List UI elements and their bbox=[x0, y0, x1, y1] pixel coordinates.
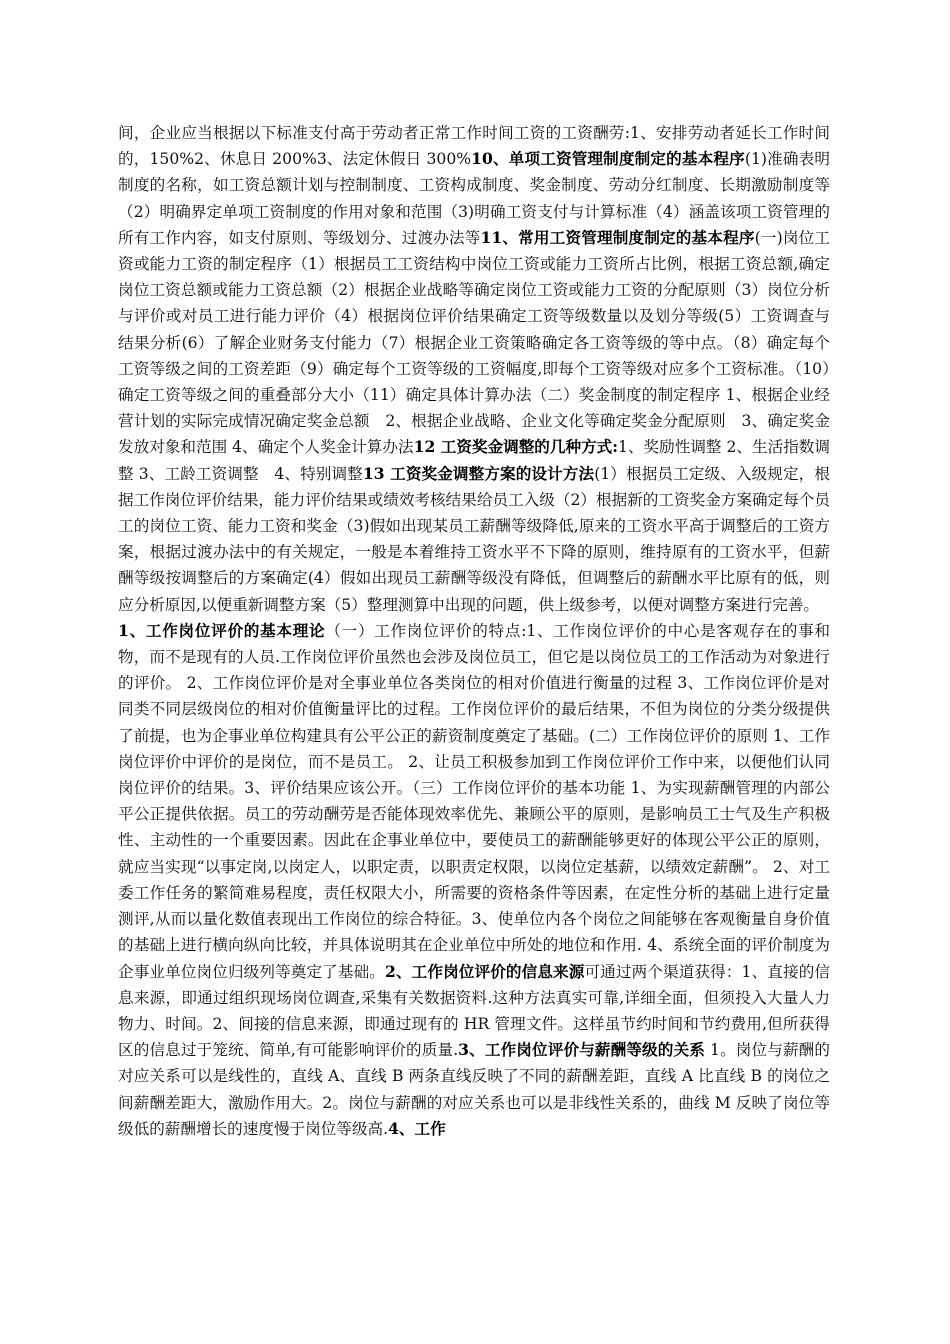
text-segment: (一)岗位工资或能力工资的制定程序（1）根据员工工资结构中岗位工资或能力工资所占比例，根据工资总额,确定岗位工资总额或能力工资总额（2）根据企业战略等确定岗位工资或能力工资的分配原则（3）岗位分析与评价或对员工进行能力评价（4）根据岗位评价结果确定工资等级数量以及划分等级(5）工资调查与结果分析(6）了解企业财务支付能力（7）根据企业工资策略确定各工资等级的等中点。（8）确定每个工资等级之间的工资差距（9）确定每个工资等级的工资幅度,即每个工资等级对应多个工资标准。（10）确定工资等级之间的重叠部分大小（11）确定具体计算办法（二）奖金制度的制定程序 1、根据企业经营计划的实际完成情况确定奖金总额 2、根据企业战略、企业文化等确定奖金分配原则 3、确定奖金发放对象和范围 4、确定个人奖金计算办法 bbox=[118, 228, 830, 457]
text-segment: （一）工作岗位评价的特点:1、工作岗位评价的中心是客观存在的事和物，而不是现有的人员.工作岗位评价虽然也会涉及岗位员工，但它是以岗位员工的工作活动为对象进行的评价。 2、工作岗位评价是对全事业单位各类岗位的相对价值进行衡量的过程 3、工作岗位评价是对同类不同层级岗位的相对价值衡量评比的过程。工作岗位评价的最后结果，不但为岗位的分类分级提供了前提，也为企事业单位构建具有公平公正的薪资制度奠定了基础。(二）工作岗位评价的原则 1、工作岗位评价中评价的是岗位，而不是员工。 2、让员工积极参加到工作岗位评价工作中来，以便他们认同岗位评价的结果。3、评价结果应该公开。（三）工作岗位评价的基本功能 1、为实现薪酬管理的内部公平公正提供依据。员工的劳动酬劳是否能体现效率优先、兼顾公平的原则，是影响员工士气及生产积极性、主动性的一个重要因素。因此在企事业单位中，要使员工的薪酬能够更好的体现公平公正的原则，就应当实现“以事定岗,以岗定人，以职定责，以职责定权限，以岗位定基薪，以绩效定薪酬”。 2、对工委工作任务的繁简难易程度，责任权限大小，所需要的资格条件等因素，在定性分析的基础上进行定量测评,从而以量化数值表现出工作岗位的综合特征。3、使单位内各个岗位之间能够在客观衡量自身价值的基础上进行横向纵向比较，并具体说明其在企业单位中所处的地位和作用. 4、系统全面的评价制度为企事业单位岗位归级列等奠定了基础。 bbox=[118, 621, 830, 981]
text-segment: (1）根据员工定级、入级规定，根据工作岗位评价结果，能力评价结果或绩效考核结果给员工入级（2）根据新的工资奖金方案确定每个员工的岗位工资、能力工资和奖金（3)假如出现某员工薪酬等级降低,原来的工资水平高于调整后的工资方案，根据过渡办法中的有关规定，一般是本着维持工资水平不下降的原则，维持原有的工资水平，但薪酬等级按调整后的方案确定(4）假如出现员工薪酬等级没有降低，但调整后的薪酬水平比原有的低，则应分析原因,以便重新调整方案（5）整理测算中出现的问题，供上级参考，以便对调整方案进行完善。 bbox=[118, 464, 830, 614]
document-body bbox=[118, 120, 830, 1142]
text-segment: 间，企业应当根据以下标准支付高于劳动者正常工作时间工资的工资酬劳:1、安排劳动者延长工作时间的，150%2、休息日 200%3、法定休假日 300% bbox=[118, 124, 830, 169]
section-heading: 10、单项工资管理制度制定的基本程序 bbox=[471, 149, 745, 169]
text-segment: 1、奖励性调整 2、生活指数调整 3、工龄工资调整 4、特别调整 bbox=[118, 438, 830, 483]
text-segment: 1。岗位与薪酬的对应关系可以是线性的，直线 A、直线 B 两条直线反映了不同的薪酬差距，直线 A 比直线 B 的岗位之间薪酬差距大，激励作用大。2。岗位与薪酬的对应关系也可以是非线性关系的，曲线 M 反映了岗位等级低的薪酬增长的速度慢于岗位等级高. bbox=[118, 1041, 830, 1138]
text-segment: (1)准确表明制度的名称，如工资总额计划与控制制度、工资构成制度、奖金制度、劳动分红制度、长期激励制度等（2）明确界定单项工资制度的作用对象和范围（3)明确工资支付与计算标准（4）涵盖该项工资管理的所有工作内容，如支付原则、等级划分、过渡办法等 bbox=[118, 150, 831, 247]
section-heading: 4、工作 bbox=[388, 1118, 446, 1138]
section-heading: 12 工资奖金调整的几种方式: bbox=[413, 437, 619, 457]
section-heading: 3、工作岗位评价与薪酬等级的关系 bbox=[458, 1040, 705, 1060]
section-heading: 13 工资奖金调整方案的设计方法 bbox=[362, 463, 595, 483]
section-heading: 2、工作岗位评价的信息来源 bbox=[385, 961, 585, 981]
paragraph-job-evaluation bbox=[118, 618, 830, 1142]
text-segment: 可通过两个渠道获得：1、直接的信息来源，即通过组织现场岗位调查,采集有关数据资料.这种方法真实可靠,详细全面，但须投入大量人力物力、时间。2、间接的信息来源，即通过现有的 HR 管理文件。这样虽节约时间和节约费用,但所获得区的信息过于笼统、简单,有可能影响评价的质量. bbox=[118, 962, 830, 1060]
section-heading: 1、工作岗位评价的基本理论 bbox=[118, 620, 326, 640]
section-heading: 11、常用工资管理制度制定的基本程序 bbox=[480, 227, 755, 247]
paragraph-wage-system-procedures bbox=[118, 120, 830, 618]
